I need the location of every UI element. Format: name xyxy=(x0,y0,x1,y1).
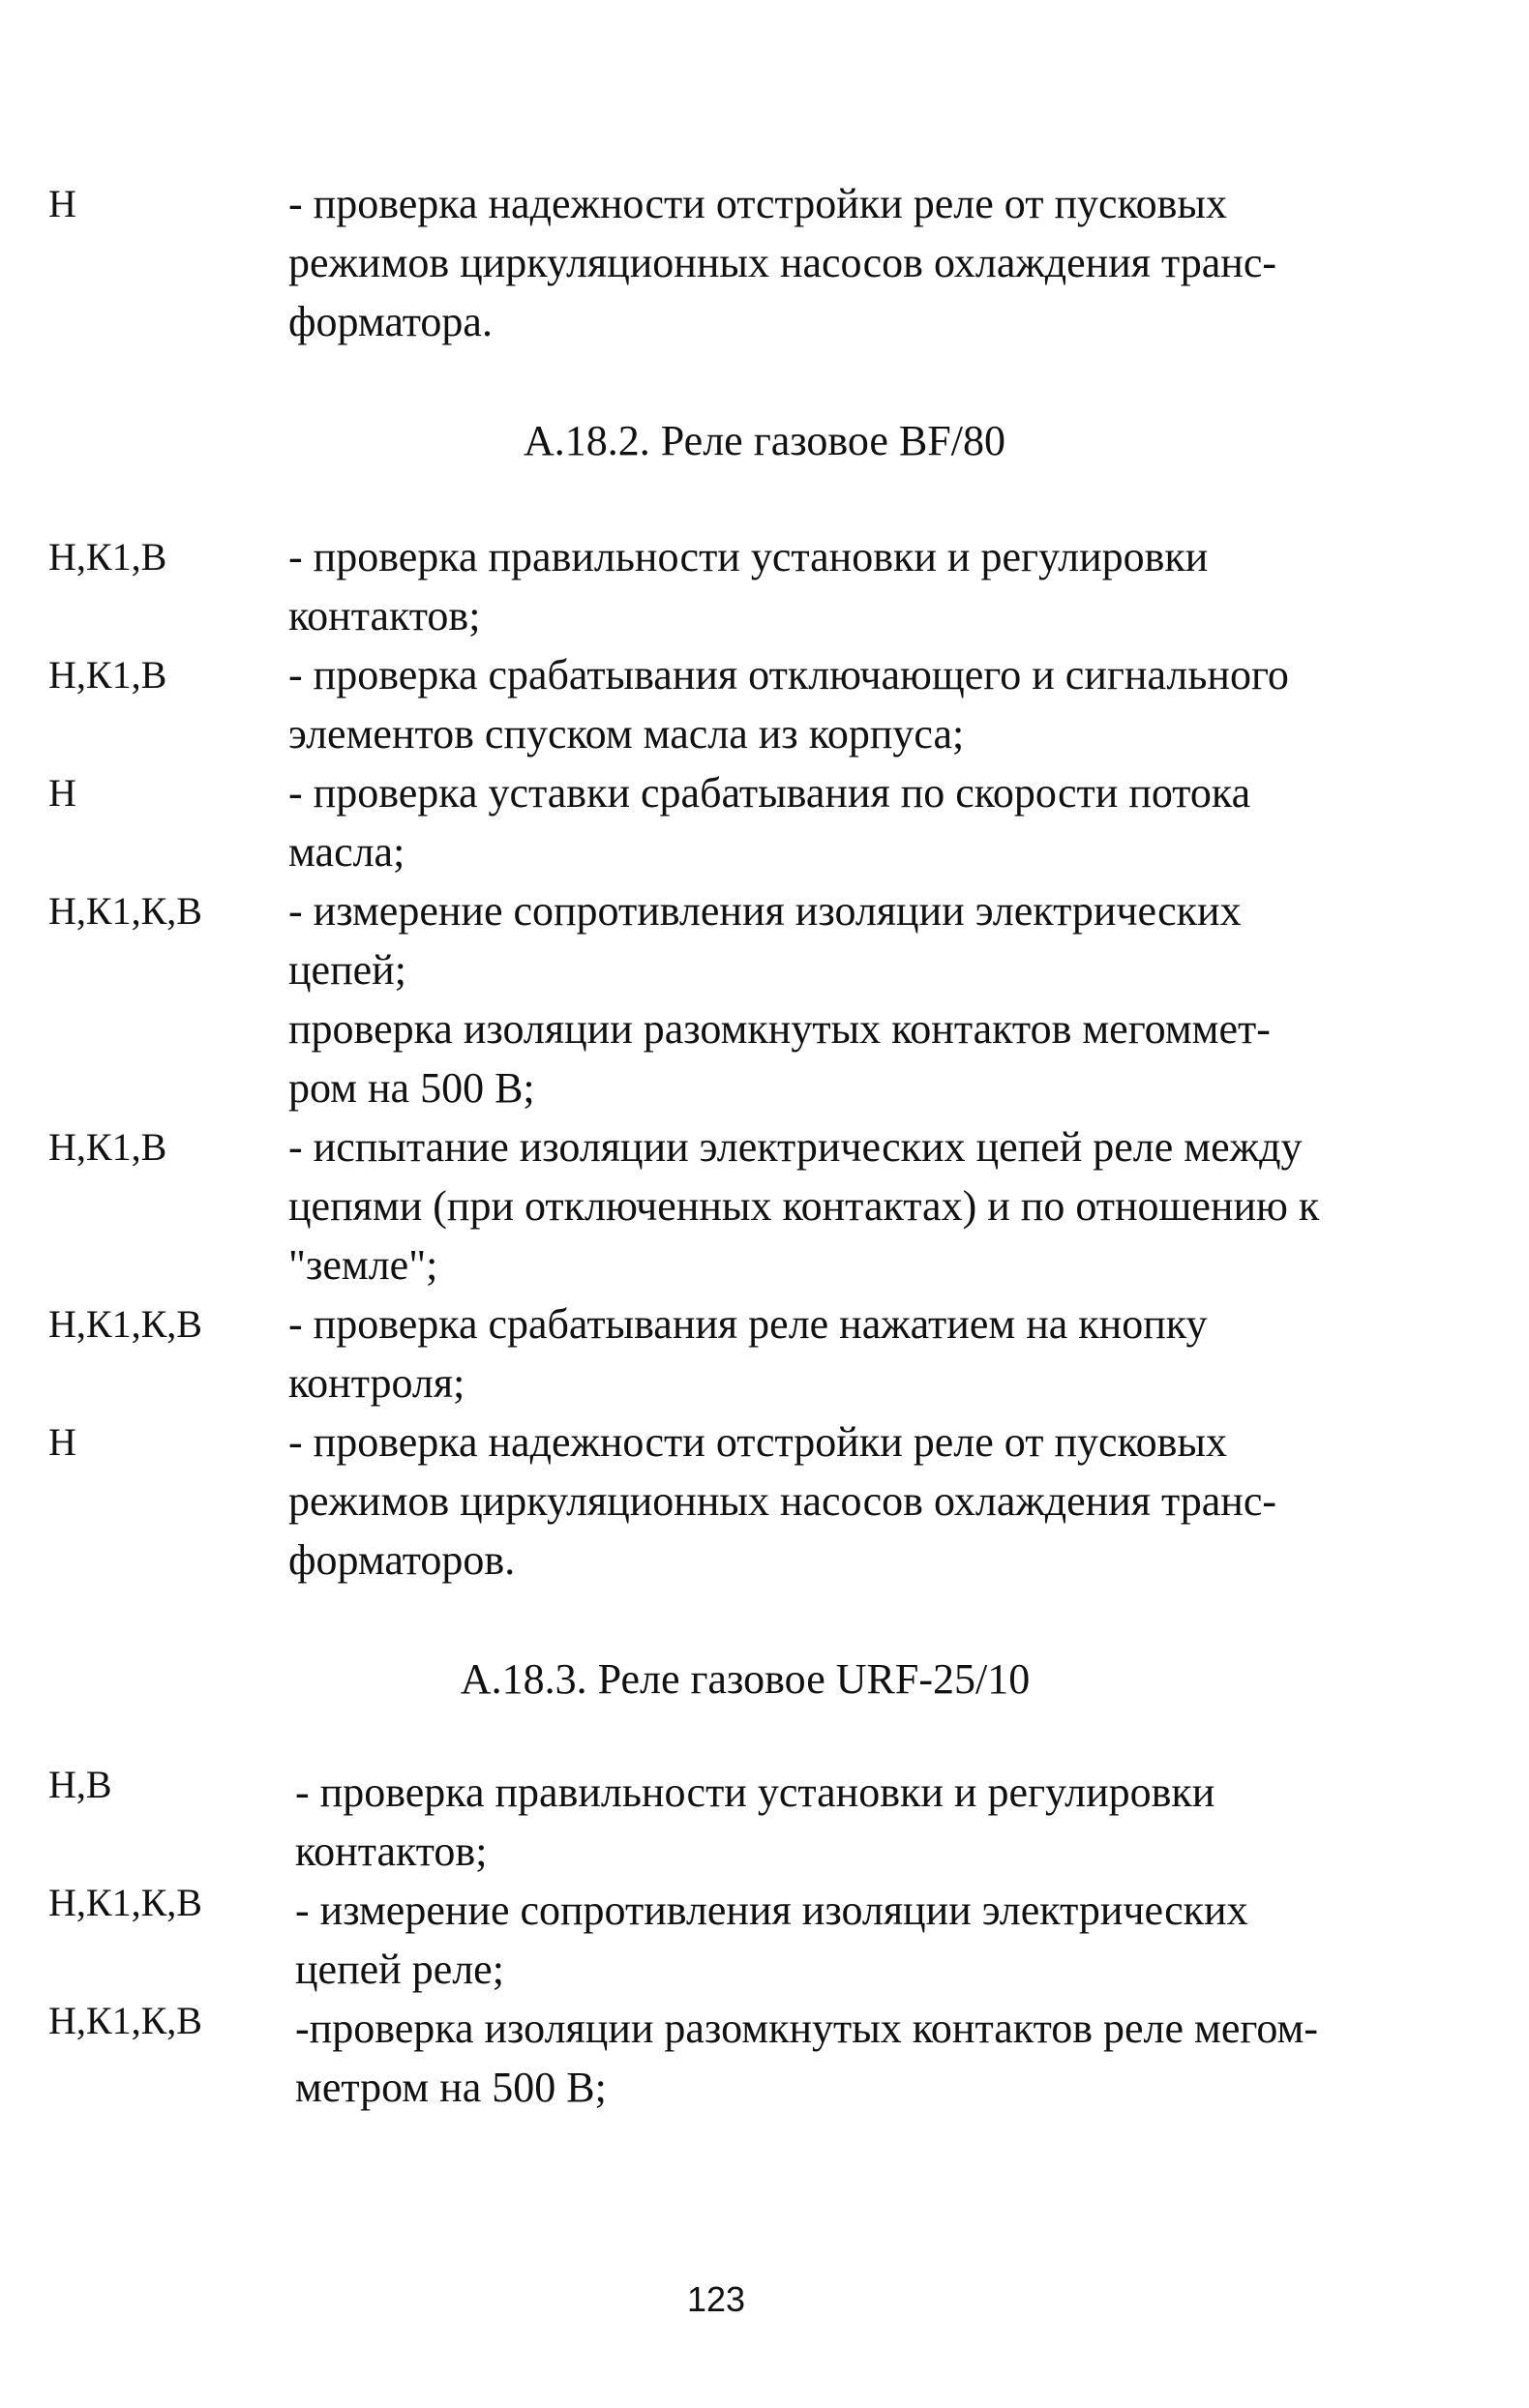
item-code: Н,К1,К,В xyxy=(48,889,202,933)
section-heading: А.18.3. Реле газовое URF-25/10 xyxy=(460,1655,1031,1703)
item-description: - проверка уставки срабатывания по скорости потока масла; xyxy=(288,769,1251,876)
item-code: Н,К1,К,В xyxy=(48,1302,202,1346)
item-code: Н,К1,К,В xyxy=(48,1881,202,1924)
item-description: - измерение сопротивления изоляции электрических цепей; проверка изоляции разомкнутых контактов мегоммет- ром на 500 В; xyxy=(288,887,1271,1112)
item-description: - проверка срабатывания реле нажатием на кнопку контроля; xyxy=(288,1300,1208,1407)
item-code: Н,К1,В xyxy=(48,1125,167,1169)
item-description: - измерение сопротивления изоляции электрических цепей реле; xyxy=(295,1887,1248,1993)
item-description: - испытание изоляции электрических цепей реле между цепями (при отключенных контактах) и по отношению к "земле"; xyxy=(288,1123,1320,1289)
item-description: -проверка изоляции разомкнутых контактов реле мегом- метром на 500 В; xyxy=(295,2005,1318,2111)
item-code: Н,К1,В xyxy=(48,535,167,579)
item-description: - проверка правильности установки и регулировки контактов; xyxy=(288,533,1209,639)
item-description: - проверка правильности установки и регулировки контактов; xyxy=(295,1769,1215,1875)
page-number: 123 xyxy=(686,2279,746,2319)
item-code: Н,В xyxy=(48,1763,112,1806)
item-code: Н,К1,К,В xyxy=(48,1999,202,2042)
item-code: Н,К1,В xyxy=(48,653,167,697)
section-heading: А.18.2. Реле газовое BF/80 xyxy=(524,417,1005,464)
item-description: - проверка надежности отстройки реле от пусковых режимов циркуляционных насосов охлаждения транс- форматоров. xyxy=(288,1418,1277,1584)
item-code: Н xyxy=(48,1420,76,1464)
item-code: Н xyxy=(48,771,76,815)
item-code: Н xyxy=(48,182,76,225)
item-description: - проверка надежности отстройки реле от пусковых режимов циркуляционных насосов охлаждения транс- форматора. xyxy=(288,180,1277,345)
item-description: - проверка срабатывания отключающего и сигнального элементов спуском масла из корпуса; xyxy=(288,651,1289,758)
